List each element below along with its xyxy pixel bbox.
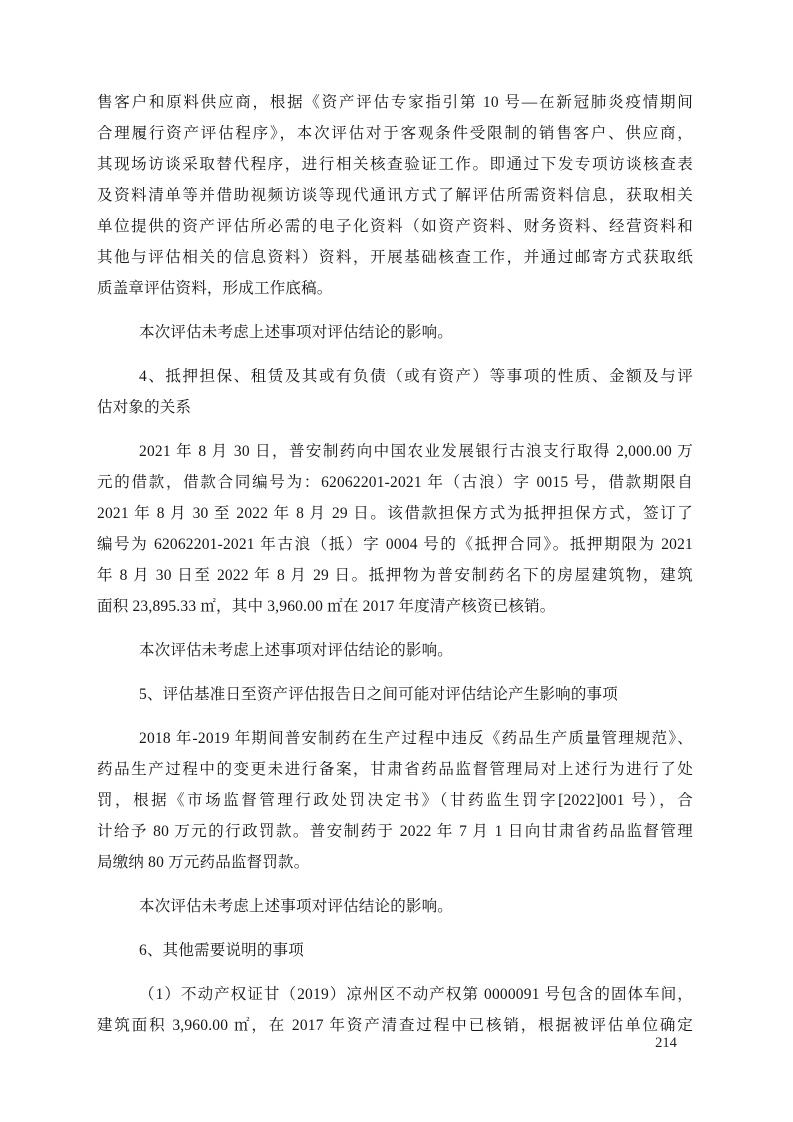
paragraph-property-certificate bbox=[97, 979, 693, 1041]
text-line: 5、评估基准日至资产评估报告日之间可能对评估结论产生影响的事项 bbox=[139, 686, 618, 703]
heading-item-4 bbox=[97, 361, 693, 423]
text-line: 其现场访谈采取替代程序，进行相关核查验证工作。即通过下发专项访谈核查表 bbox=[97, 156, 693, 173]
text-line: 本次评估未考虑上述事项对评估结论的影响。 bbox=[139, 898, 454, 915]
paragraph-no-impact-3 bbox=[97, 891, 693, 922]
text-line: 本次评估未考虑上述事项对评估结论的影响。 bbox=[139, 324, 454, 341]
text-line: 4、抵押担保、租赁及其或有负债（或有资产）等事项的性质、金额及与评 bbox=[139, 368, 693, 385]
text-line: 其他与评估相关的信息资料）资料，开展基础核查工作，并通过邮寄方式获取纸 bbox=[97, 249, 693, 266]
paragraph-covid-procedures bbox=[97, 87, 693, 304]
paragraph-gmp-penalty bbox=[97, 723, 693, 878]
text-line: 建筑面积 3,960.00 ㎡，在 2017 年资产清查过程中已核销，根据被评估单位确定 bbox=[97, 1017, 693, 1034]
text-line: 2021 年 8 月 30 至 2022 年 8 月 29 日。该借款担保方式为抵押担保方式，签订了 bbox=[97, 505, 693, 522]
document-body bbox=[97, 87, 693, 1041]
text-line: 2018 年-2019 年期间普安制药在生产过程中违反《药品生产质量管理规范》、 bbox=[139, 730, 693, 747]
text-line: 2021 年 8 月 30 日，普安制药向中国农业发展银行古浪支行取得 2,000.00 万 bbox=[139, 443, 693, 460]
text-line: 质盖章评估资料，形成工作底稿。 bbox=[97, 280, 333, 297]
text-line: 本次评估未考虑上述事项对评估结论的影响。 bbox=[139, 642, 454, 659]
text-line: 药品生产过程中的变更未进行备案，甘肃省药品监督管理局对上述行为进行了处 bbox=[97, 761, 693, 778]
text-line: 编号为 62062201-2021 年古浪（抵）字 0004 号的《抵押合同》。抵押期限为 2021 bbox=[97, 536, 693, 553]
text-line: 售客户和原料供应商，根据《资产评估专家指引第 10 号—在新冠肺炎疫情期间 bbox=[97, 94, 693, 111]
text-line: 估对象的关系 bbox=[97, 399, 192, 416]
paragraph-no-impact-1 bbox=[97, 317, 693, 348]
text-line: 年 8 月 30 日至 2022 年 8 月 29 日。抵押物为普安制药名下的房屋建筑物，建筑 bbox=[97, 567, 693, 584]
paragraph-mortgage-loan bbox=[97, 436, 693, 622]
text-line: 6、其他需要说明的事项 bbox=[139, 942, 304, 959]
heading-item-6 bbox=[97, 935, 693, 966]
text-line: 合理履行资产评估程序》，本次评估对于客观条件受限制的销售客户、供应商， bbox=[97, 125, 693, 142]
text-line: 计给予 80 万元的行政罚款。普安制药于 2022 年 7 月 1 日向甘肃省药品监督管理 bbox=[97, 823, 693, 840]
text-line: 局缴纳 80 万元药品监督罚款。 bbox=[97, 854, 310, 871]
text-line: 及资料清单等并借助视频访谈等现代通讯方式了解评估所需资料信息，获取相关 bbox=[97, 187, 693, 204]
heading-item-5 bbox=[97, 679, 693, 710]
text-line: 面积 23,895.33 ㎡，其中 3,960.00 ㎡在 2017 年度清产核资已核销。 bbox=[97, 598, 556, 615]
page-number: 214 bbox=[655, 1035, 677, 1051]
text-line: （1）不动产权证甘（2019）凉州区不动产权第 0000091 号包含的固体车间， bbox=[139, 986, 693, 1003]
text-line: 元的借款，借款合同编号为：62062201-2021 年（古浪）字 0015 号，借款期限自 bbox=[97, 474, 693, 491]
text-line: 罚，根据《市场监督管理行政处罚决定书》（甘药监生罚字[2022]001 号），合 bbox=[97, 792, 693, 809]
paragraph-no-impact-2 bbox=[97, 635, 693, 666]
text-line: 单位提供的资产评估所必需的电子化资料（如资产资料、财务资料、经营资料和 bbox=[97, 218, 693, 235]
